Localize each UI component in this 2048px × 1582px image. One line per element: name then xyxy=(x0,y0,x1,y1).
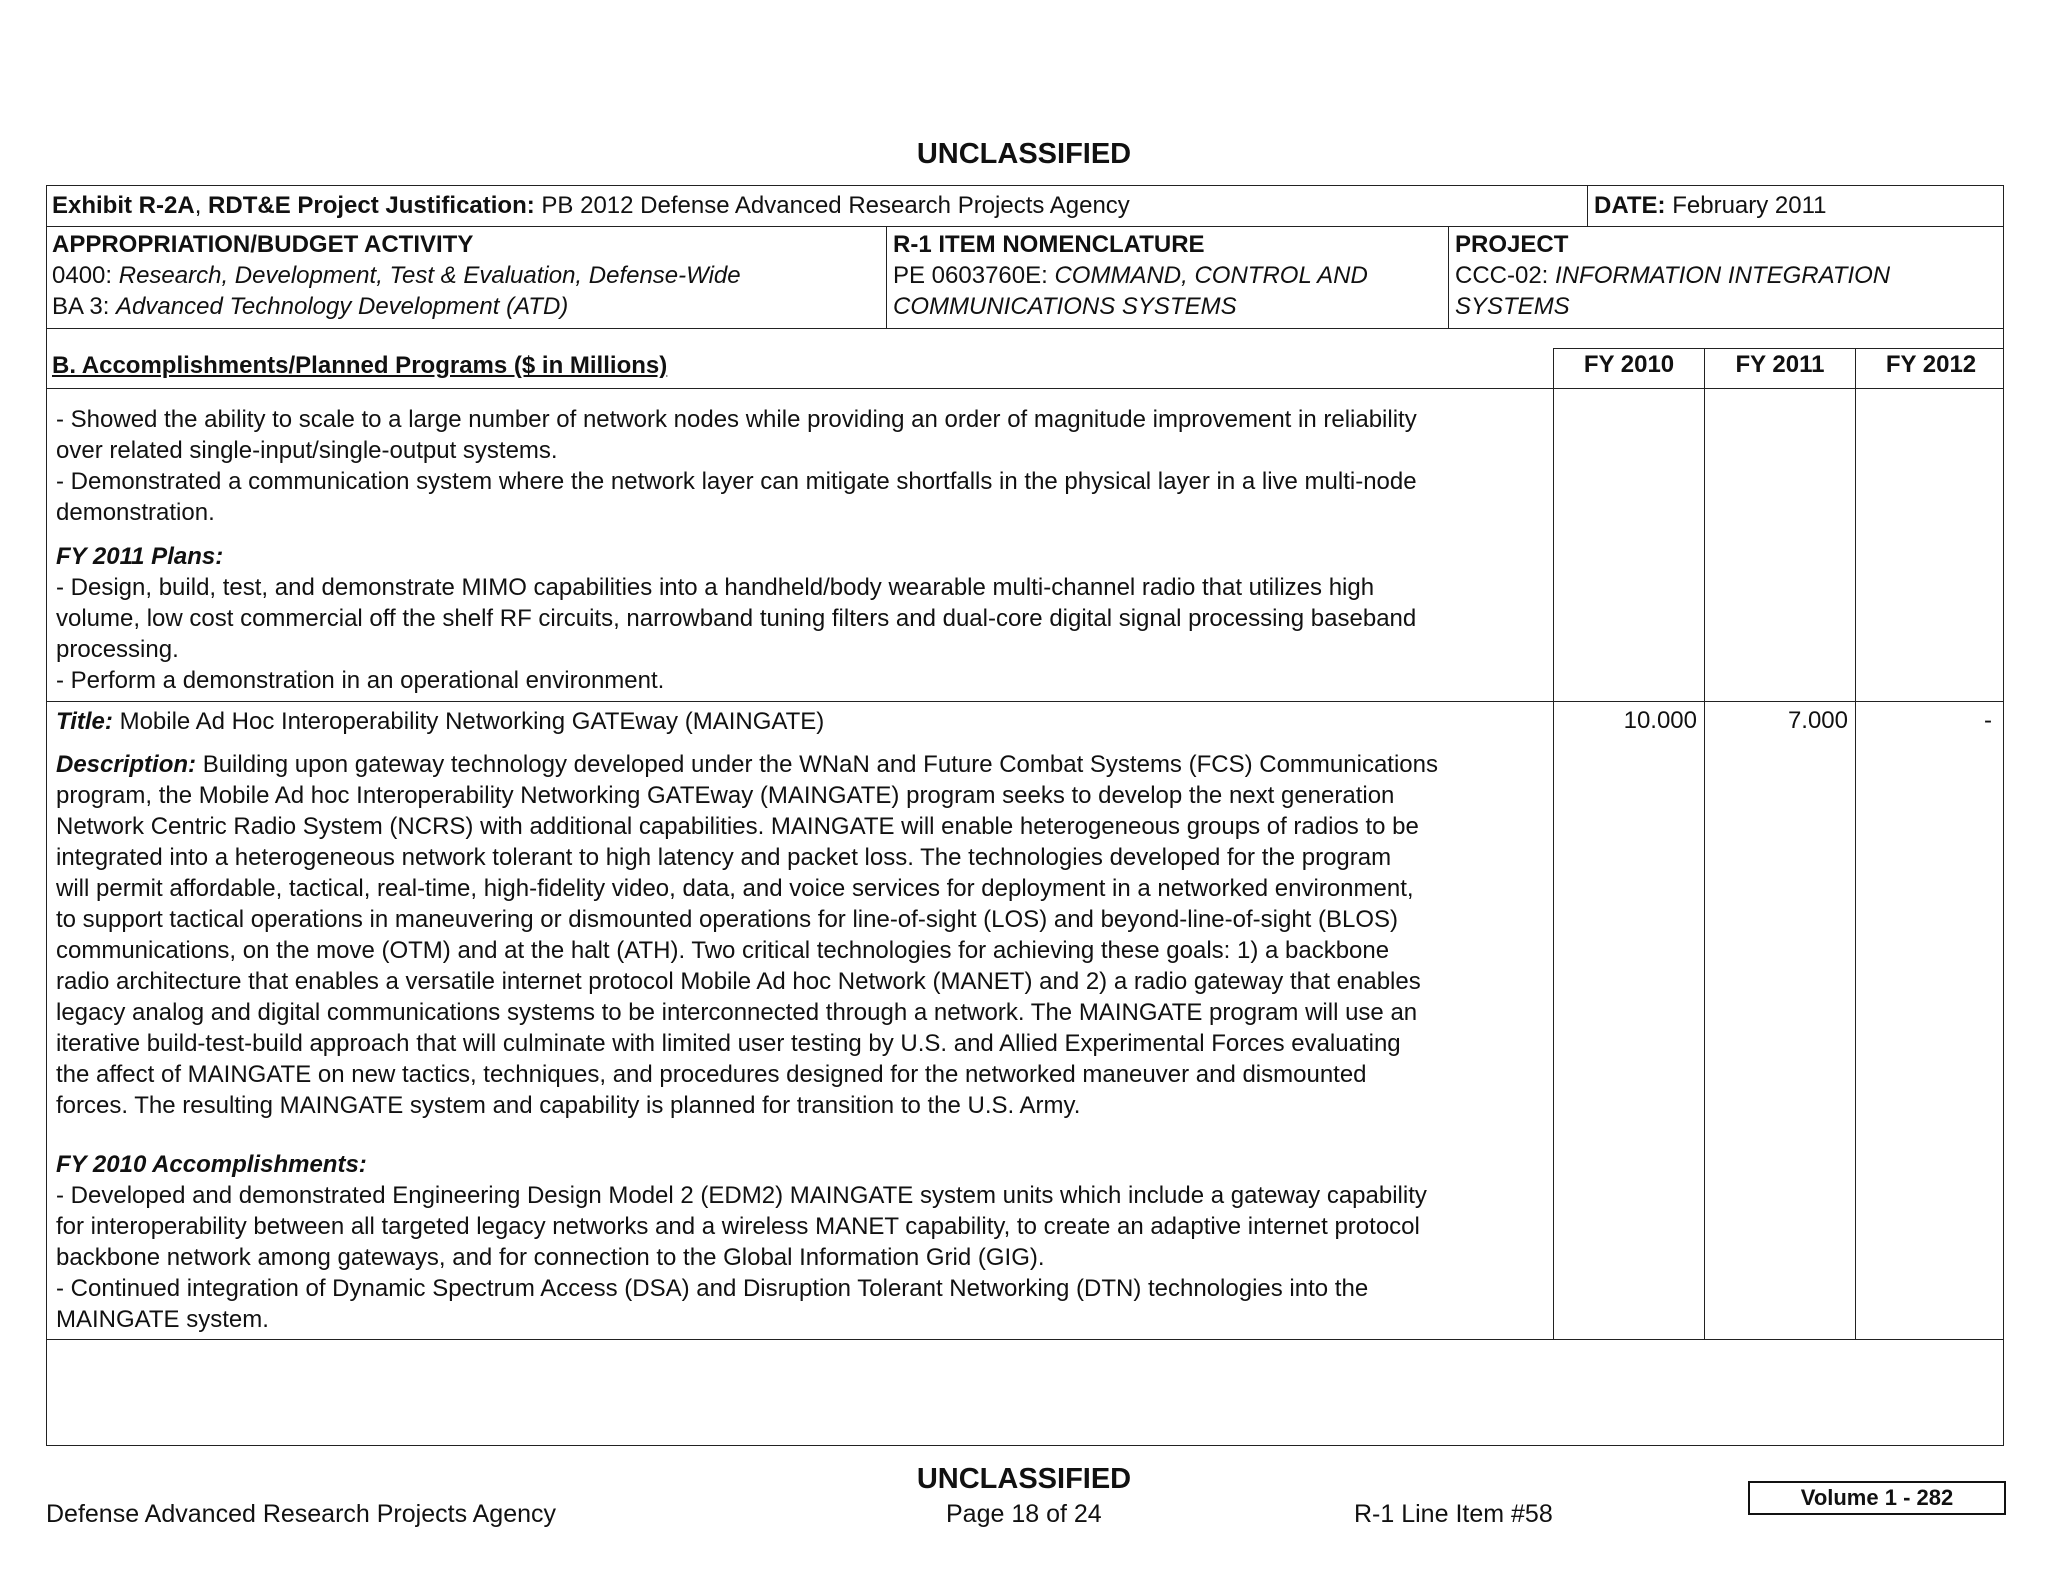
project-cell: PROJECT CCC-02: INFORMATION INTEGRATION SYSTEMS xyxy=(1455,231,1891,320)
section-b-title: B. Accomplishments/Planned Programs ($ in Millions) xyxy=(52,352,668,379)
footer-volume-box: Volume 1 - 282 xyxy=(1748,1481,2006,1515)
rule-fy-head-top xyxy=(1553,348,2004,349)
rule-fy2012-col xyxy=(1855,348,1856,1339)
maingate-fy2011-value: 7.000 xyxy=(1787,707,1848,734)
rule-date-divider xyxy=(1587,185,1588,226)
fy2011-plans: FY 2011 Plans: - Design, build, test, and demonstrate MIMO capabilities into a handheld/body wearable multi-channel radio that utilizes high volume, low cost commercial off the shelf RF circuits, narrowband tuning filters and dual-core digital signal processing baseband processing. - Perform a demonstration in an operational environment. xyxy=(56,543,1417,694)
maingate-title: Title: Mobile Ad Hoc Interoperability Networking GATEway (MAINGATE) xyxy=(56,708,825,735)
rule-continued-end xyxy=(46,701,2004,702)
maingate-description: Description: Building upon gateway technology developed under the WNaN and Future Combat Systems (FCS) Communications program, the Mobile Ad hoc Interoperability Networking GATEway (MAINGATE) program seeks to develop the next generation Network Centric Radio System (NCRS) with additional capabilities. MAINGATE will enable heterogeneous groups of radios to be integrated into a heterogeneous network tolerant to high latency and packet loss. The technologies developed for the program will permit affordable, tactical, real-time, high-fidelity video, data, and voice services for deployment in a networked environment, to support tactical operations in maneuvering or dismounted operations for line-of-sight (LOS) and beyond-line-of-sight (BLOS) communications, on the move (OTM) and at the halt (ATH). Two critical technologies for achieving these goals: 1) a backbone radio architecture that enables a versatile internet protocol Mobile Ad hoc Network (MANET) and 2) a radio gateway that enables legacy analog and digital communications systems to be interconnected through a network. The MAINGATE program will use an iterative build-test-build approach that will culminate with limited user testing by U.S. and Allied Experimental Forces evaluating the affect of MAINGATE on new tactics, techniques, and procedures designed for the networked maneuver and dismounted forces. The resulting MAINGATE system and capability is planned for transition to the U.S. Army. xyxy=(56,751,1438,1119)
maingate-fy2012-value: - xyxy=(1984,707,1992,734)
continued-accomplishments: - Showed the ability to scale to a large number of network nodes while providing an order of magnitude improvement in reliability over related single-input/single-output systems. - Demonstrated a communication system where the network layer can mitigate shortfalls in the physical layer in a live multi-node demonstration. xyxy=(56,406,1417,526)
rule-project-divider xyxy=(1448,226,1449,328)
rule-fy2010-col xyxy=(1553,348,1554,1339)
r1-item-cell: R-1 ITEM NOMENCLATURE PE 0603760E: COMMAND, CONTROL AND COMMUNICATIONS SYSTEMS xyxy=(893,231,1368,320)
rule-maingate-end xyxy=(46,1339,2004,1340)
appropriation-cell: APPROPRIATION/BUDGET ACTIVITY 0400: Research, Development, Test & Evaluation, Defense-Wide BA 3: Advanced Technology Development (ATD) xyxy=(52,231,741,320)
rule-r1-divider xyxy=(886,226,887,328)
rule-activity xyxy=(46,328,2004,329)
col-fy2012: FY 2012 xyxy=(1885,351,1977,378)
footer-line-item: R-1 Line Item #58 xyxy=(1354,1500,1553,1528)
rule-section-head xyxy=(46,388,2004,389)
classification-bottom: UNCLASSIFIED xyxy=(916,1463,1132,1495)
classification-top: UNCLASSIFIED xyxy=(916,138,1132,170)
footer-page-number: Page 18 of 24 xyxy=(946,1500,1102,1528)
exhibit-date: DATE: February 2011 xyxy=(1594,192,1827,219)
col-fy2011: FY 2011 xyxy=(1735,351,1825,378)
maingate-fy2010-value: 10.000 xyxy=(1623,707,1697,734)
maingate-fy2010-accomplishments: FY 2010 Accomplishments: - Developed and demonstrated Engineering Design Model 2 (EDM2) MAINGATE system units which include a gateway capability for interoperability between all targeted legacy networks and a wireless MANET capability, to create an adaptive internet protocol backbone network among gateways, and for connection to the Global Information Grid (GIG). - Continued integration of Dynamic Spectrum Access (DSA) and Disruption Tolerant Networking (DTN) technologies into the MAINGATE system. xyxy=(56,1151,1427,1333)
exhibit-title: Exhibit R-2A, RDT&E Project Justification: PB 2012 Defense Advanced Research Projects Agency xyxy=(52,192,1130,219)
footer-agency: Defense Advanced Research Projects Agency xyxy=(46,1500,557,1528)
col-fy2010: FY 2010 xyxy=(1583,351,1675,378)
rule-header xyxy=(46,226,2004,227)
rule-fy2011-col xyxy=(1704,348,1705,1339)
